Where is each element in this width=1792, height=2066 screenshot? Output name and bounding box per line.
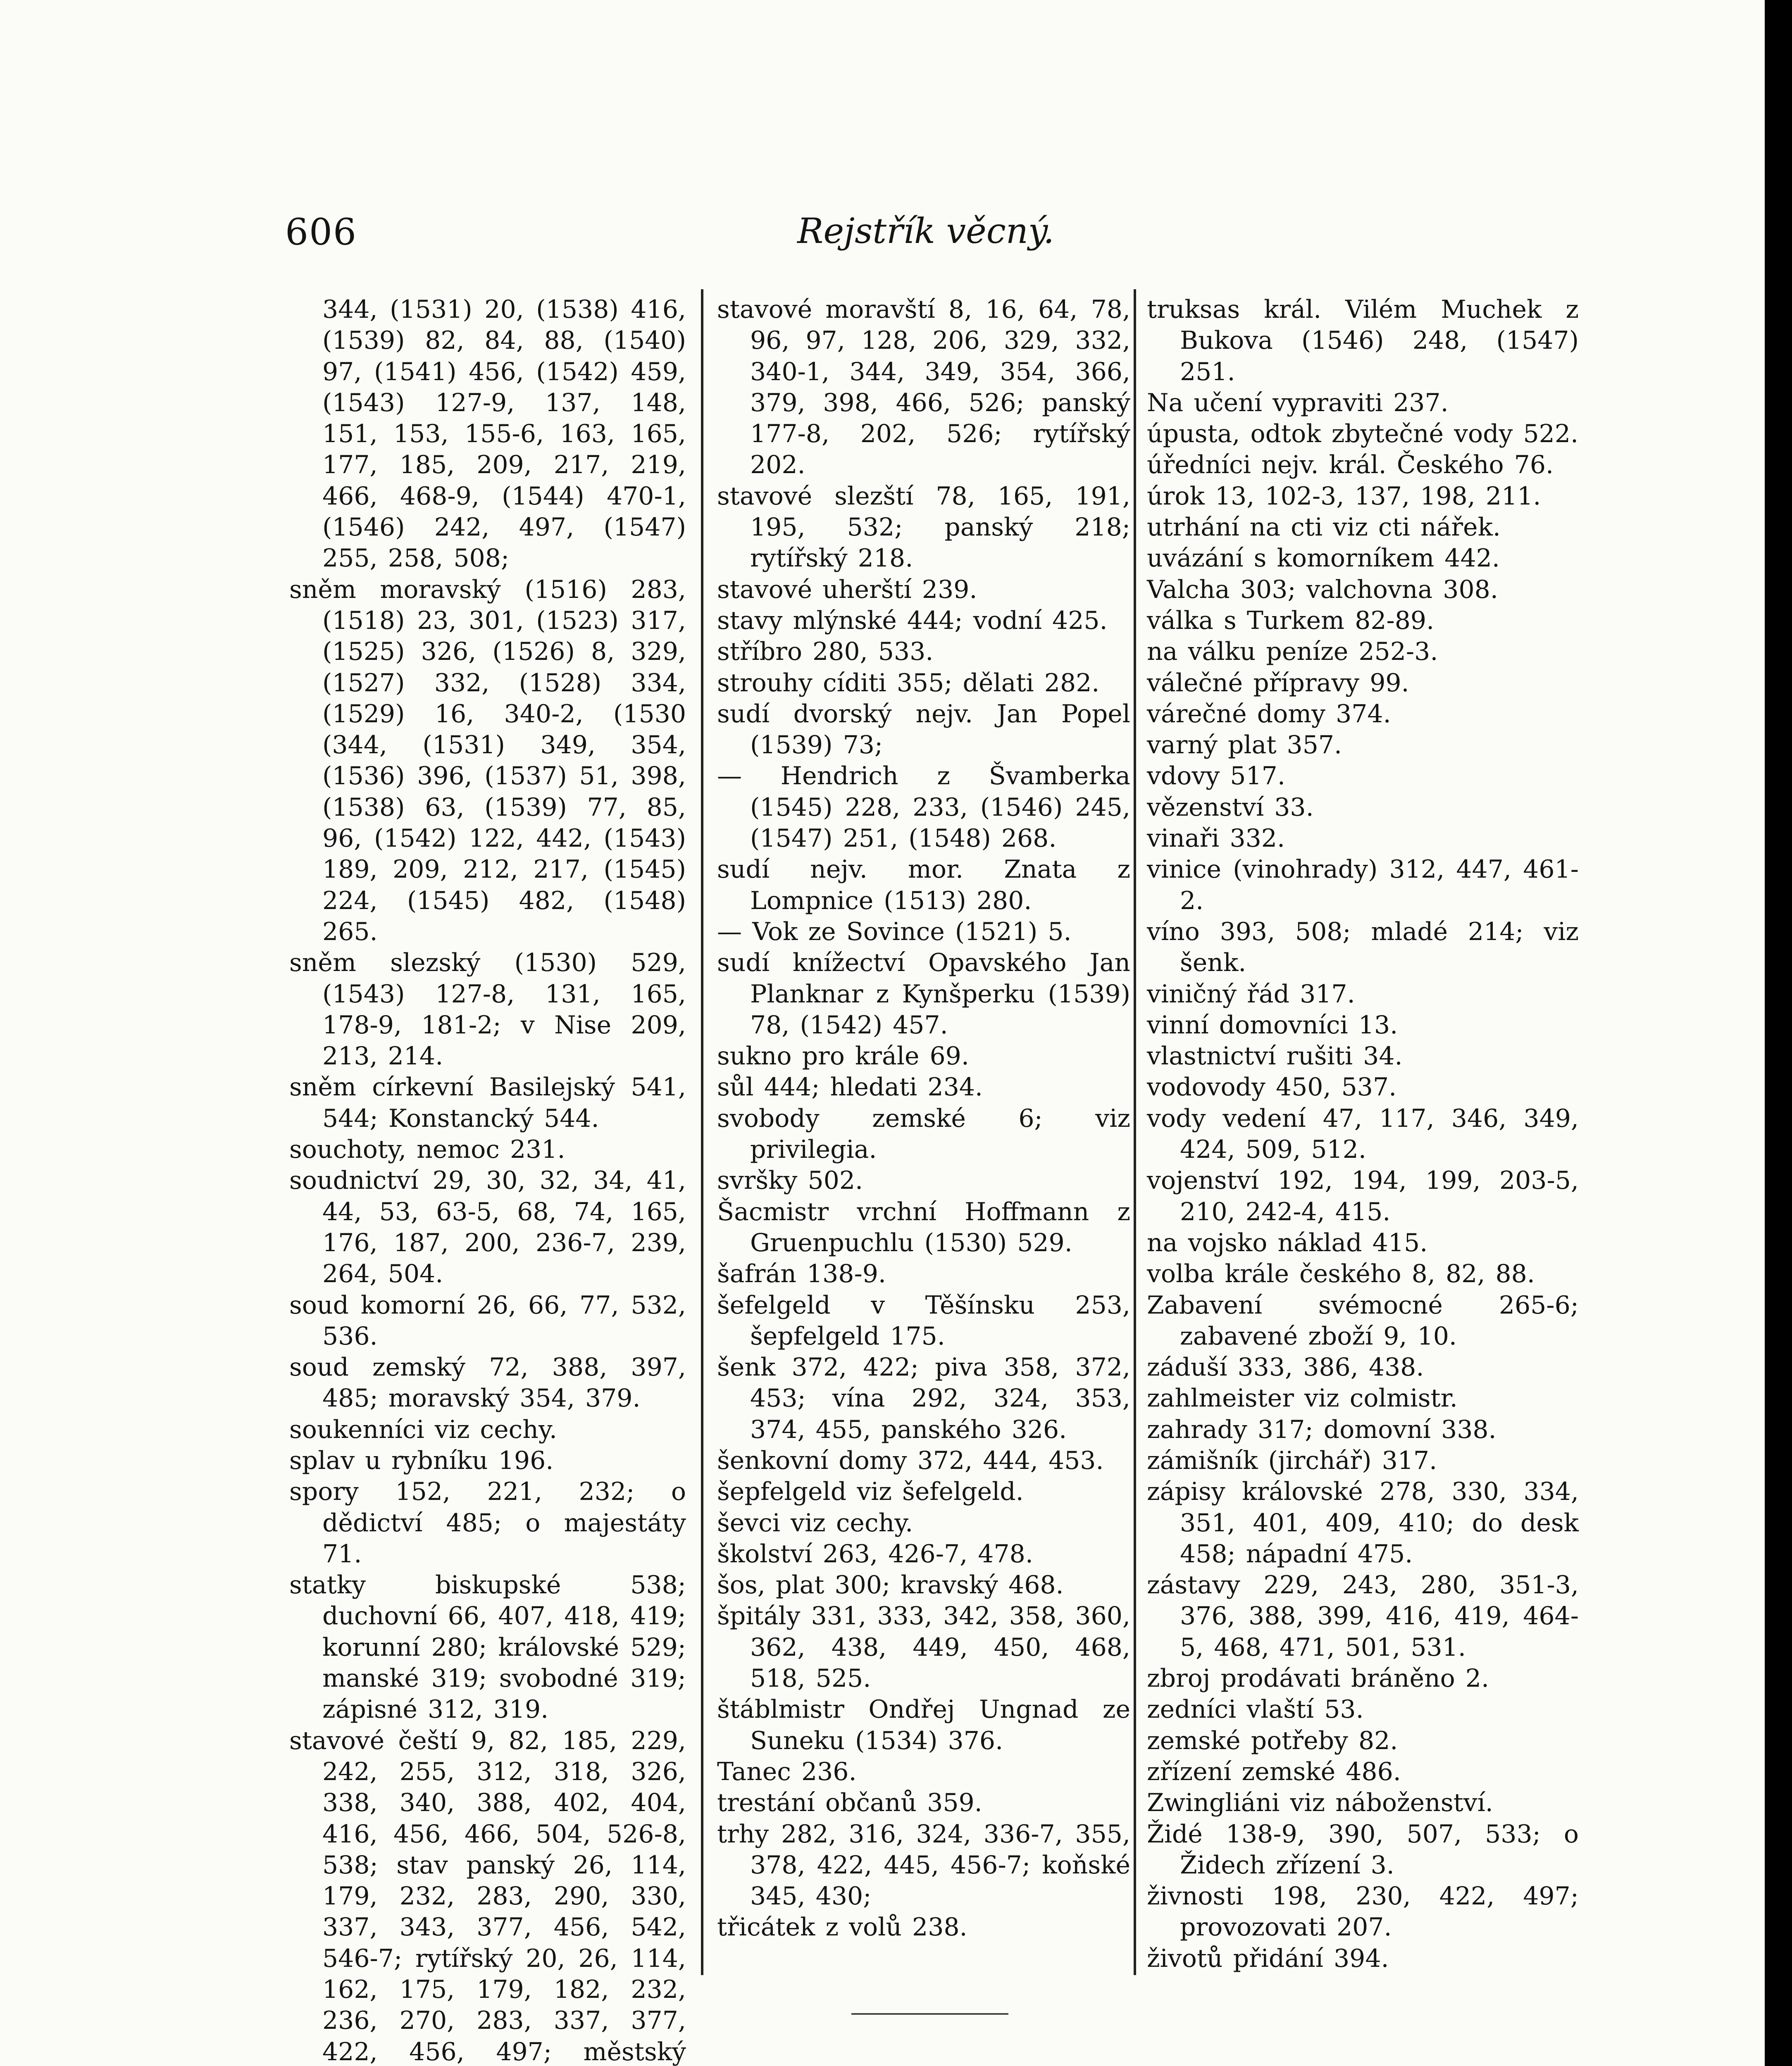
index-entry: štáblmistr Ondřej Ungnad ze Suneku (1534) 376.: [717, 1695, 1130, 1755]
index-entry: vinní domovníci 13.: [1147, 1010, 1398, 1040]
index-entry: — Vok ze Sovince (1521) 5.: [717, 917, 1072, 946]
index-entry: vinice (vinohrady) 312, 447, 461-2.: [1147, 855, 1579, 915]
index-entry: vlastnictví rušiti 34.: [1147, 1042, 1403, 1071]
index-entry: trhy 282, 316, 324, 336-7, 355, 378, 422, 445, 456-7; koňské 345, 430;: [717, 1819, 1130, 1911]
index-entry: šafrán 138-9.: [717, 1259, 886, 1289]
index-entry: vinaři 332.: [1147, 824, 1285, 853]
index-entry: vojenství 192, 194, 199, 203-5, 210, 242-4, 415.: [1147, 1166, 1579, 1226]
running-title: Rejstřík věcný.: [797, 211, 1054, 251]
index-entry: šenk 372, 422; piva 358, 372, 453; vína 292, 324, 353, 374, 455, panského 326.: [717, 1353, 1130, 1444]
index-entry: třicátek z volů 238.: [717, 1913, 967, 1942]
index-entry: šefelgeld v Těšínsku 253, šepfelgeld 175.: [717, 1290, 1130, 1351]
index-entry: — Hendrich z Švamberka (1545) 228, 233, (1546) 245, (1547) 251, (1548) 268.: [717, 762, 1130, 853]
index-entry: soud zemský 72, 388, 397, 485; moravský 354, 379.: [289, 1353, 686, 1413]
index-entry: Tanec 236.: [717, 1757, 857, 1786]
index-entry: statky biskupské 538; duchovní 66, 407, 418, 419; korunní 280; královské 529; manské 319; svobodné 319; zápisné 312, 319.: [289, 1571, 686, 1724]
index-entry: Šacmistr vrchní Hoffmann z Gruenpuchlu (1530) 529.: [717, 1197, 1130, 1257]
index-entry: zemské potřeby 82.: [1147, 1726, 1398, 1755]
index-column-1: [289, 294, 686, 2066]
index-entry: truksas král. Vilém Muchek z Bukova (1546) 248, (1547) 251.: [1147, 295, 1579, 386]
index-column-2: [717, 294, 1130, 1943]
column-divider: [701, 289, 703, 1975]
index-entry: souchoty, nemoc 231.: [289, 1135, 565, 1164]
index-entry: sněm církevní Basilejský 541, 544; Konstancký 544.: [289, 1073, 686, 1133]
end-rule: [851, 2013, 1008, 2015]
index-entry: strouhy cíditi 355; dělati 282.: [717, 668, 1100, 697]
index-entry: varný plat 357.: [1147, 731, 1342, 760]
index-entry: Valcha 303; valchovna 308.: [1147, 575, 1498, 604]
running-head: [0, 0, 1765, 289]
index-entry: soudnictví 29, 30, 32, 34, 41, 44, 53, 63-5, 68, 74, 165, 176, 187, 200, 236-7, 239, 264, 504.: [289, 1166, 686, 1289]
index-entry: školství 263, 426-7, 478.: [717, 1539, 1033, 1569]
index-entry: úředníci nejv. král. Českého 76.: [1147, 450, 1554, 480]
page-number: 606: [285, 211, 357, 253]
index-entry: vodovody 450, 537.: [1147, 1073, 1397, 1102]
index-entry: Židé 138-9, 390, 507, 533; o Židech zřízení 3.: [1147, 1819, 1579, 1880]
index-entry: na vojsko náklad 415.: [1147, 1228, 1428, 1257]
index-entry: vody vedení 47, 117, 346, 349, 424, 509, 512.: [1147, 1104, 1579, 1164]
index-entry: špitály 331, 333, 342, 358, 360, 362, 438, 449, 450, 468, 518, 525.: [717, 1602, 1130, 1693]
index-entry: utrhání na cti viz cti nářek.: [1147, 513, 1501, 542]
index-entry: uvázání s komorníkem 442.: [1147, 544, 1500, 573]
index-entry: soukenníci viz cechy.: [289, 1415, 557, 1444]
index-entry: volba krále českého 8, 82, 88.: [1147, 1259, 1535, 1289]
index-entry: zástavy 229, 243, 280, 351-3, 376, 388, 399, 416, 419, 464-5, 468, 471, 501, 531.: [1147, 1571, 1579, 1662]
index-entry: ševci viz cechy.: [717, 1508, 913, 1538]
index-entry: Zabavení svémocné 265-6; zabavené zboží 9, 10.: [1147, 1290, 1579, 1351]
index-entry: válka s Turkem 82-89.: [1147, 606, 1435, 635]
index-entry: zahrady 317; domovní 338.: [1147, 1415, 1497, 1444]
index-entry: zřízení zemské 486.: [1147, 1757, 1401, 1786]
index-entry: Zwingliáni viz náboženství.: [1147, 1788, 1493, 1818]
index-entry: sukno pro krále 69.: [717, 1042, 969, 1071]
index-entry: svršky 502.: [717, 1166, 863, 1195]
index-entry: sněm moravský (1516) 283, (1518) 23, 301, (1523) 317, (1525) 326, (1526) 8, 329, (1527) 332, (1528) 334, (1529) 16, 340-2, (1530 (344, (1531) 349, 354, (1536) 396, (1537) 51, 398, (1538) 63, (1539) 77, 85, 96, (1542) 122, 442, (1543) 189, 209, 212, 217, (1545) 224, (1545) 482, (1548) 265.: [289, 575, 686, 946]
index-entry: stříbro 280, 533.: [717, 637, 934, 666]
index-entry: svobody zemské 6; viz privilegia.: [717, 1104, 1130, 1164]
index-entry: zámišník (jirchář) 317.: [1147, 1446, 1437, 1475]
index-entry: šos, plat 300; kravský 468.: [717, 1571, 1064, 1600]
index-entry: úpusta, odtok zbytečné vody 522.: [1147, 419, 1579, 449]
index-entry: víno 393, 508; mladé 214; viz šenk.: [1147, 917, 1579, 978]
index-entry: stavové uherští 239.: [717, 575, 977, 604]
index-entry: sudí nejv. mor. Znata z Lompnice (1513) 280.: [717, 855, 1130, 915]
index-entry: 344, (1531) 20, (1538) 416, (1539) 82, 84, 88, (1540) 97, (1541) 456, (1542) 459, (1543) 127-9, 137, 148, 151, 153, 155-6, 163, 165, 177, 185, 209, 217, 219, 466, 468-9, (1544) 470-1, (1546) 242, 497, (1547) 255, 258, 508;: [322, 295, 686, 573]
index-entry: úrok 13, 102-3, 137, 198, 211.: [1147, 481, 1541, 511]
index-entry: sůl 444; hledati 234.: [717, 1073, 983, 1102]
index-entry: stavové moravští 8, 16, 64, 78, 96, 97, 128, 206, 329, 332, 340-1, 344, 349, 354, 366, 379, 398, 466, 526; panský 177-8, 202, 526; rytířský 202.: [717, 295, 1130, 480]
index-entry: zahlmeister viz colmistr.: [1147, 1384, 1458, 1413]
index-entry: trestání občanů 359.: [717, 1788, 982, 1818]
index-entry: splav u rybníku 196.: [289, 1446, 554, 1475]
index-entry: zbroj prodávati bráněno 2.: [1147, 1664, 1489, 1693]
index-entry: živnosti 198, 230, 422, 497; provozovati 207.: [1147, 1882, 1579, 1942]
index-entry: na válku peníze 252-3.: [1147, 637, 1438, 666]
index-entry: stavy mlýnské 444; vodní 425.: [717, 606, 1108, 635]
index-entry: spory 152, 221, 232; o dědictví 485; o majestáty 71.: [289, 1477, 686, 1569]
index-entry: šenkovní domy 372, 444, 453.: [717, 1446, 1104, 1475]
index-entry: válečné přípravy 99.: [1147, 668, 1409, 697]
index-entry: stavové slezští 78, 165, 191, 195, 532; panský 218; rytířský 218.: [717, 481, 1130, 573]
index-entry: šepfelgeld viz šefelgeld.: [717, 1477, 1024, 1507]
index-entry: zedníci vlaští 53.: [1147, 1695, 1364, 1724]
index-entry: sněm slezský (1530) 529, (1543) 127-8, 131, 165, 178-9, 181-2; v Nise 209, 213, 214.: [289, 948, 686, 1071]
index-entry: zápisy královské 278, 330, 334, 351, 401, 409, 410; do desk 458; nápadní 475.: [1147, 1477, 1579, 1569]
index-entry: sudí dvorský nejv. Jan Popel (1539) 73;: [717, 699, 1130, 760]
index-entry: Na učení vypraviti 237.: [1147, 388, 1449, 417]
index-entry: záduší 333, 386, 438.: [1147, 1353, 1424, 1382]
index-entry: vězenství 33.: [1147, 793, 1314, 822]
index-entry: viničný řád 317.: [1147, 979, 1355, 1009]
column-divider: [1134, 289, 1136, 1975]
index-column-3: [1147, 294, 1579, 1974]
index-entry: várečné domy 374.: [1147, 699, 1391, 728]
index-entry: životů přidání 394.: [1147, 1944, 1389, 1973]
index-entry: sudí knížectví Opavského Jan Planknar z Kynšperku (1539) 78, (1542) 457.: [717, 948, 1130, 1040]
index-entry: soud komorní 26, 66, 77, 532, 536.: [289, 1290, 686, 1351]
index-entry: vdovy 517.: [1147, 762, 1285, 791]
index-entry: stavové čeští 9, 82, 185, 229, 242, 255, 312, 318, 326, 338, 340, 388, 402, 404, 416, 456, 466, 504, 526-8, 538; stav panský 26, 114, 179, 232, 283, 290, 330, 337, 343, 377, 456, 542, 546-7; rytířský 20, 26, 114, 162, 175, 179, 182, 232, 236, 270, 283, 337, 377, 422, 456, 497; městský: [289, 1726, 686, 2066]
